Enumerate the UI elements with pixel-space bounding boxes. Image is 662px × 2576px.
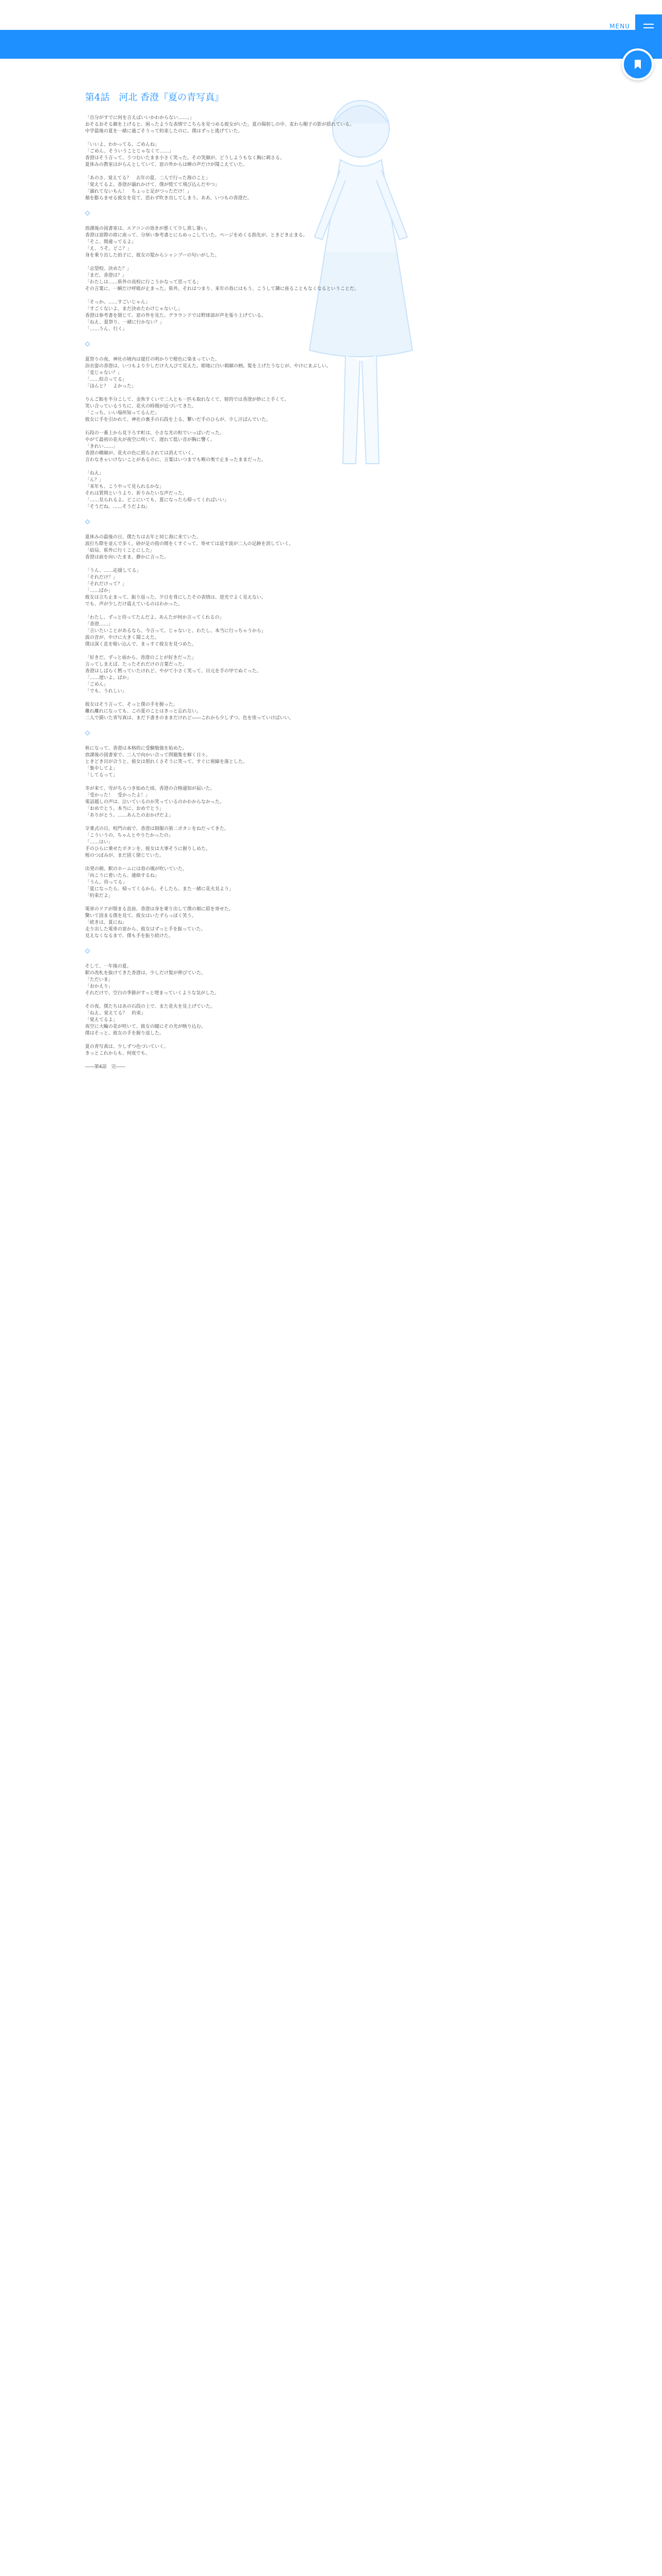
paragraph: 冬が来て、雪がちらつき始めた頃、香澄の合格通知が届いた。 「受かった！ 受かったよ！」 電話越しの声は、泣いているのか笑っているのかわからなかった。 「おめでとう。本当に、おめでとう」 「ありがとう。……あんたのおかげだよ」 bbox=[85, 786, 225, 818]
paragraph: りんご飴を半分こして、金魚すくいで二人とも一匹も取れなくて、射的では香澄が妙に上手くて。 笑い合っているうちに、花火の時間が近づいてきた。 「こっち。いい場所知ってるんだ」 彼女に手を引かれて、神社の裏手の石段を上る。繋いだ手のひらが、少し汗ばんでいた。 bbox=[85, 397, 289, 422]
paragraph: その夜、僕たちはあの石段の上で、また花火を見上げていた。 「ねえ、覚えてる？ 約束」 「覚えてるよ」 夜空に大輪の花が咲いて、彼女の瞳にその光が映り込む。 僕はそっと、彼女の手を握り返した。 bbox=[85, 1004, 215, 1036]
header-band bbox=[0, 30, 662, 59]
bookmark-icon bbox=[631, 58, 644, 71]
bookmark-button[interactable] bbox=[622, 48, 654, 80]
paragraph: 出発の朝、駅のホームには春の風が吹いていた。 「向こうに着いたら、連絡するね」 「うん。待ってる」 「夏になったら、帰ってくるから。そしたら、また一緒に花火見よう」 「約束だよ」 bbox=[85, 867, 234, 899]
paragraph: 石段の一番上から見下ろす町は、小さな光の粒でいっぱいだった。 やがて最初の花火が夜空に咲いて、遅れて低い音が胸に響く。 「きれい……」 香澄の横顔が、花火の色に照らされては消えていく。 言わなきゃいけないことがあるのに、言葉はいつまでも喉の奥で止まったままだった。 bbox=[85, 431, 267, 463]
paragraph: 夏の青写真は、少しずつ色づいていく。 きっとこれからも、何度でも。 bbox=[85, 1044, 169, 1056]
paragraph: 電車のドアが閉まる直前、香澄は身を乗り出して僕の頬に唇を寄せた。 驚いて固まる僕を見て、彼女はいたずらっぽく笑う。 「続きは、夏にね」 走り出した電車の窓から、彼女はずっと手を振っていた。 見えなくなるまで、僕も手を振り続けた。 bbox=[85, 907, 234, 939]
top-bar bbox=[0, 0, 662, 30]
paragraph: 「いいよ、わかってる。ごめんね」 「ごめん、そういうことじゃなくて……」 香澄はそう言って、うつむいたまま小さく笑った。その笑顔が、どうしようもなく胸に刺さる。 夏休みの教室はがらんとしていて、窓の外からは蝉の声だけが聞こえていた。 bbox=[85, 142, 285, 167]
paragraph: 「好きだ。ずっと前から、香澄のことが好きだった」 言ってしまえば、たったそれだけの言葉だった。 香澄はしばらく黙っていたけれど、やがて小さく笑って、目元を手の甲でぬぐった。 「……遅いよ、ばか」 「ごめん」 「でも、うれしい」 bbox=[85, 655, 261, 694]
paragraph: 卒業式の日。校門の前で、香澄は制服の第二ボタンをねだってきた。 「こういうの、ちゃんとやりたかったの」 「……はい」 手のひらに乗せたボタンを、彼女は大事そうに握りしめた。 桜のつぼみが、まだ固く閉じていた。 bbox=[85, 826, 229, 858]
section-separator: ◇ bbox=[85, 518, 90, 525]
paragraph: 「あのさ、覚えてる？ 去年の夏、二人で行った海のこと」 「覚えてるよ。香澄が溺れかけて、僕が慌てて飛び込んだやつ」 「溺れてないもん！ ちょっと足がつっただけ！」 頬を膨らませる彼女を見て、思わず吹き出してしまう。ああ、いつもの香澄だ。 bbox=[85, 176, 252, 201]
section-separator: ◇ bbox=[85, 729, 90, 736]
hamburger-icon-line bbox=[643, 24, 654, 25]
paragraph: 「ねえ」 「ん？」 「来年も、こうやって見られるかな」 それは質問というより、祈りみたいな声だった。 「……見られるよ。どこにいても、夏になったら帰ってくればいい」 「そうだね。……そうだよね」 bbox=[85, 471, 229, 510]
section-separator: ◇ bbox=[85, 947, 90, 954]
paragraph: 夏祭りの夜、神社の境内は提灯の明かりで橙色に染まっていた。 浴衣姿の香澄は、いつもより少しだけ大人びて見えた。紺地に白い朝顔の柄。髪を上げたうなじが、やけにまぶしい。 「変じゃない？」 「……似合ってる」 「ほんと？ よかった」 bbox=[85, 357, 332, 389]
chapter-title: 第4話 河北 香澄『夏の青写真』 bbox=[85, 92, 224, 103]
paragraph: 秋になって、香澄は本格的に受験勉強を始めた。 放課後の図書室で、二人で向かい合って問題集を解く日々。 ときどき目が合うと、彼女は照れくさそうに笑って、すぐに視線を落とした。 「集中してよ」 「してるって」 bbox=[85, 746, 247, 778]
section-separator: ◇ bbox=[85, 340, 90, 347]
menu-label[interactable]: MENU bbox=[609, 23, 630, 30]
paragraph: そして、一年後の夏。 駅の改札を抜けてきた香澄は、少しだけ髪が伸びていた。 「ただいま」 「おかえり」 それだけで、空白の季節がすっと埋まっていくような気がした。 bbox=[85, 964, 220, 996]
paragraph: 「そっか。……すごいじゃん」 「すごくないよ。まだ決めたわけじゃないし」 香澄は参考書を閉じて、窓の外を見た。グラウンドでは野球部が声を張り上げている。 「ねえ、夏祭り、一緒に行かない？」 「……うん、行く」 bbox=[85, 300, 266, 332]
paragraph: 夏休みの最後の日、僕たちは去年と同じ海に来ていた。 波打ち際を並んで歩く。砂が足の指の間をくすぐって、寄せては返す波が二人の足跡を消していく。 「結局、県外に行くことにした」 香澄は前を向いたまま、静かに言った。 bbox=[85, 535, 294, 560]
hamburger-icon-line bbox=[643, 27, 654, 28]
paragraph: 「自分がすでに何を言えばいいかわからない……。」 おそるおそる顔を上げると、困ったような表情でこちらを見つめる彼女がいた。夏の陽射しの中、麦わら帽子の影が揺れている。 中学最後の夏を一緒に過ごそうって約束したのに、僕はずっと逃げていた。 bbox=[85, 115, 355, 134]
paragraph: 放課後の図書室は、エアコンの効きが悪くて少し蒸し暑い。 香澄は窓際の席に座って、分厚い参考書とにらめっこしていた。ページをめくる指先が、ときどき止まる。 「そこ、間違ってるよ」 「え、うそ。どこ？」 身を乗り出した拍子に、彼女の髪からシャンプーの匂いがした。 bbox=[85, 226, 308, 258]
paragraph: ――第4話 完―― bbox=[85, 1064, 125, 1070]
story-content bbox=[85, 90, 575, 1077]
paragraph: 「わたし、ずっと待ってたんだよ。あんたが何か言ってくれるの」 「香澄……」 「言いたいことがあるなら、今言って。じゃないと、わたし、本当に行っちゃうから」 波の音が、やけに大きく聞こえた。 僕は深く息を吸い込んで、まっすぐ彼女を見つめた。 bbox=[85, 615, 266, 647]
paragraph: 「志望校、決めた？」 「まだ。香澄は？」 「わたしは……県外の高校に行こうかなって思ってる」 その言葉に、一瞬だけ呼吸が止まった。県外。それはつまり、来年の春にはもう、こうして隣に座ることもなくなるということだ。 bbox=[85, 266, 359, 292]
section-separator: ◇ bbox=[85, 209, 90, 216]
paragraph: 「うん。……応援してる」 「それだけ？」 「それだけって？」 「……ばか」 彼女は立ち止まって、振り返った。夕日を背にしたその表情は、逆光でよく見えない。 でも、声が少しだけ震えているのはわかった。 bbox=[85, 568, 266, 607]
paragraph: 彼女はそう言って、そっと僕の手を握った。 離れ離れになっても、この夏のことはきっと忘れない。 二人で描いた青写真は、まだ下書きのままだけれど――これから少しずつ、色を塗っていけばいい。 bbox=[85, 702, 294, 721]
